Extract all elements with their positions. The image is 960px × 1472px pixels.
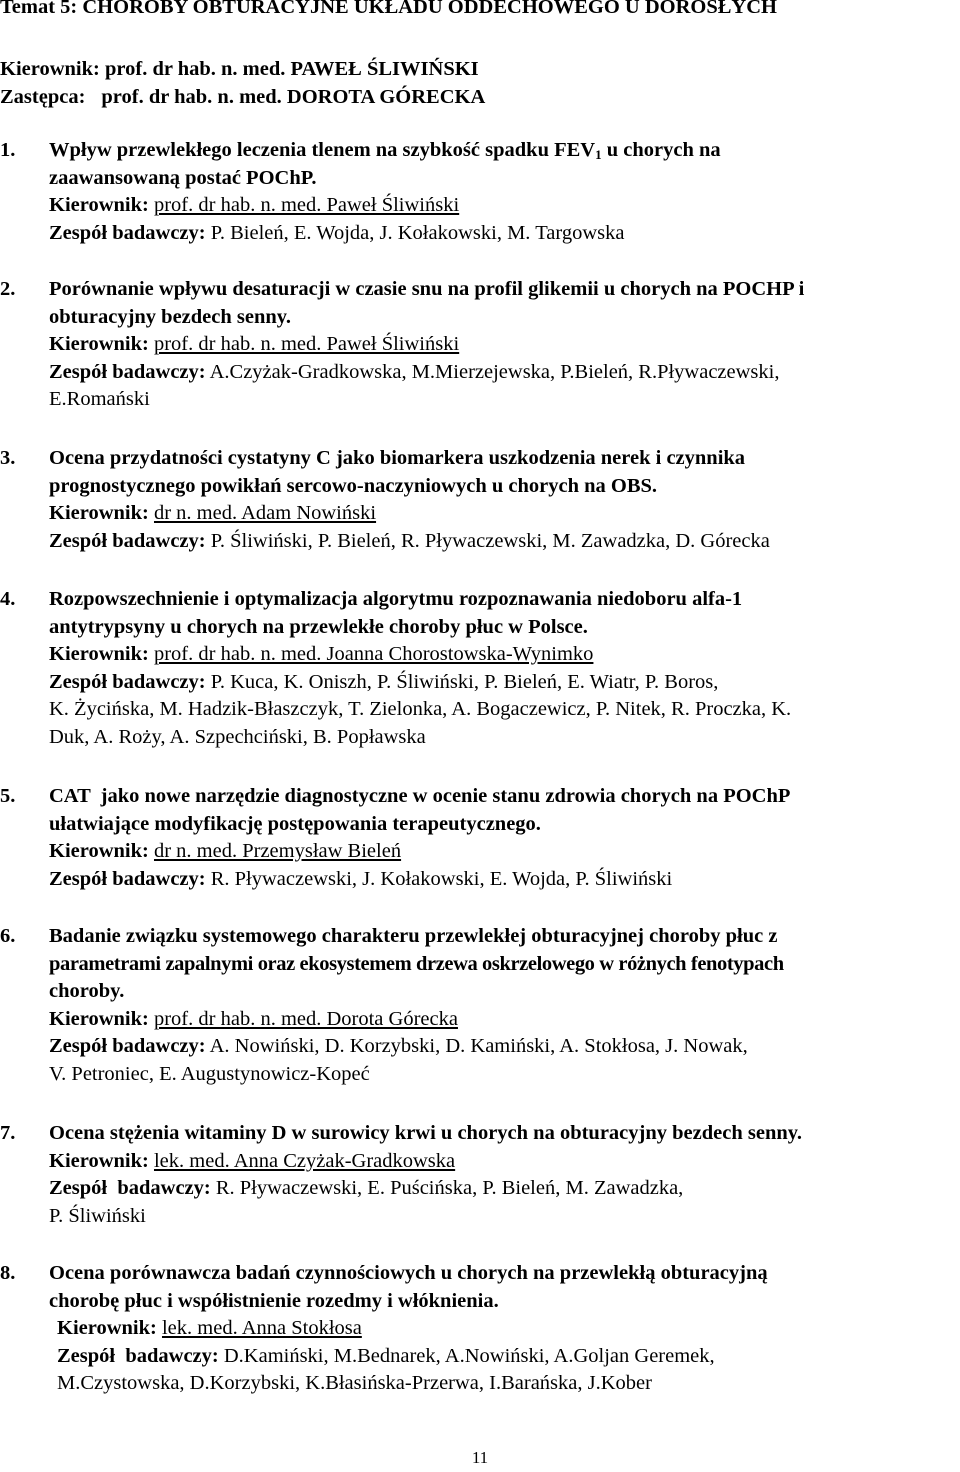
project-title-cont: parametrami zapalnymi oraz ekosystemem drzewa oskrzelowego w różnych fenotypach xyxy=(49,952,784,975)
project-number: 6. xyxy=(0,925,16,947)
project-team: Zespół badawczy: P. Kuca, K. Oniszh, P. Śliwiński, P. Bieleń, E. Wiatr, P. Boros, xyxy=(49,670,719,693)
topic-deputy-label: Zastępca: xyxy=(0,86,86,108)
project-team-cont: M.Czystowska, D.Korzybski, K.Błasińska-Przerwa, I.Barańska, J.Kober xyxy=(57,1372,652,1394)
page-number: 11 xyxy=(471,1448,489,1467)
project-team: Zespół badawczy: D.Kamiński, M.Bednarek, A.Nowiński, A.Goljan Geremek, xyxy=(57,1344,715,1367)
project-lead-name: dr n. med. Adam Nowiński xyxy=(153,502,377,524)
topic-deputy-name: prof. dr hab. n. med. DOROTA GÓRECKA xyxy=(101,86,486,108)
project-lead: Kierownik: prof. dr hab. n. med. Paweł Śliwiński xyxy=(49,194,460,216)
project-item-8 xyxy=(0,1260,960,1398)
project-number: 5. xyxy=(0,785,16,807)
project-team-cont: K. Życińska, M. Hadzik-Błaszczyk, T. Zielonka, A. Bogaczewicz, P. Nitek, R. Proczka, K. xyxy=(49,698,792,720)
project-team: Zespół badawczy: A. Nowiński, D. Korzybski, D. Kamiński, A. Stokłosa, J. Nowak, xyxy=(49,1035,748,1057)
project-lead-name: lek. med. Anna Czyżak-Gradkowska xyxy=(153,1149,456,1172)
project-title-cont: antytrypsyny u chorych na przewlekłe choroby płuc w Polsce. xyxy=(49,615,588,638)
project-lead: Kierownik: dr n. med. Przemysław Bieleń xyxy=(49,840,402,862)
project-lead-name: lek. med. Anna Stokłosa xyxy=(161,1317,362,1339)
project-item-3 xyxy=(0,445,960,555)
project-title: Badanie związku systemowego charakteru przewlekłej obturacyjnej choroby płuc z xyxy=(49,925,778,947)
topic-head-name: prof. dr hab. n. med. PAWEŁ ŚLIWIŃSKI xyxy=(104,58,479,80)
project-item-2 xyxy=(0,276,960,414)
project-title: CAT jako nowe narzędzie diagnostyczne w ocenie stanu zdrowia chorych na POChP xyxy=(49,785,791,807)
project-lead: Kierownik: lek. med. Anna Stokłosa xyxy=(57,1317,362,1339)
project-title-cont: prognostycznego powikłań sercowo-naczyniowych u chorych na OBS. xyxy=(49,474,658,497)
project-item-6 xyxy=(0,923,960,1088)
project-item-1 xyxy=(0,137,960,247)
project-lead: Kierownik: prof. dr hab. n. med. Paweł Śliwiński xyxy=(49,333,460,355)
project-item-4 xyxy=(0,586,960,751)
project-lead-name: prof. dr hab. n. med. Paweł Śliwiński xyxy=(153,333,460,355)
project-item-5 xyxy=(0,783,960,893)
project-title-cont: obturacyjny bezdech senny. xyxy=(49,305,292,328)
project-number: 3. xyxy=(0,447,16,469)
project-team: Zespół badawczy: P. Śliwiński, P. Bieleń, R. Pływaczewski, M. Zawadzka, D. Górecka xyxy=(49,529,770,552)
project-number: 1. xyxy=(0,139,16,161)
project-title: Ocena przydatności cystatyny C jako biomarkera uszkodzenia nerek i czynnika xyxy=(49,447,746,469)
project-number: 4. xyxy=(0,588,16,610)
project-title-cont: choroby. xyxy=(49,980,125,1002)
project-title: Ocena porównawcza badań czynnościowych u chorych na przewlekłą obturacyjną xyxy=(49,1262,768,1284)
project-title: Rozpowszechnienie i optymalizacja algorytmu rozpoznawania niedoboru alfa-1 xyxy=(49,588,743,610)
project-team-cont: V. Petroniec, E. Augustynowicz-Kopeć xyxy=(49,1062,370,1085)
project-number: 8. xyxy=(0,1262,16,1284)
project-lead: Kierownik: dr n. med. Adam Nowiński xyxy=(49,502,377,524)
project-team-cont: P. Śliwiński xyxy=(49,1204,146,1227)
project-team: Zespół badawczy: A.Czyżak-Gradkowska, M.Mierzejewska, P.Bieleń, R.Pływaczewski, xyxy=(49,360,780,383)
project-team-cont: E.Romański xyxy=(49,388,150,410)
topic-title: Temat 5: CHOROBY OBTURACYJNE UKŁADU ODDECHOWEGO U DOROSŁYCH xyxy=(0,0,777,18)
project-lead: Kierownik: prof. dr hab. n. med. Dorota Górecka xyxy=(49,1007,458,1030)
project-lead-name: prof. dr hab. n. med. Joanna Chorostowska-Wynimko xyxy=(153,643,594,665)
project-lead: Kierownik: prof. dr hab. n. med. Joanna Chorostowska-Wynimko xyxy=(49,643,594,665)
topic-head-label: Kierownik: xyxy=(0,58,100,80)
topic-head xyxy=(0,56,479,84)
project-team: Zespół badawczy: R. Pływaczewski, E. Puścińska, P. Bieleń, M. Zawadzka, xyxy=(49,1177,684,1199)
project-lead: Kierownik: lek. med. Anna Czyżak-Gradkowska xyxy=(49,1149,456,1172)
project-team: Zespół badawczy: R. Pływaczewski, J. Kołakowski, E. Wojda, P. Śliwiński xyxy=(49,867,673,890)
project-lead-name: dr n. med. Przemysław Bieleń xyxy=(153,840,402,862)
topic-deputy xyxy=(0,84,485,112)
project-title: Ocena stężenia witaminy D w surowicy krwi u chorych na obturacyjny bezdech senny. xyxy=(49,1122,802,1144)
project-team-cont: Duk, A. Roży, A. Szpechciński, B. Popławska xyxy=(49,725,426,748)
project-item-7 xyxy=(0,1120,960,1230)
project-lead-name: prof. dr hab. n. med. Dorota Górecka xyxy=(153,1007,458,1030)
project-team: Zespół badawczy: P. Bieleń, E. Wojda, J. Kołakowski, M. Targowska xyxy=(49,221,625,244)
project-number: 7. xyxy=(0,1122,16,1144)
project-title-cont: zaawansowaną postać POChP. xyxy=(49,166,317,189)
project-number: 2. xyxy=(0,278,16,300)
project-title-cont: chorobę płuc i współistnienie rozedmy i włóknienia. xyxy=(49,1289,499,1312)
project-title: Porównanie wpływu desaturacji w czasie snu na profil glikemii u chorych na POCHP i xyxy=(49,278,805,300)
project-title: Wpływ przewlekłego leczenia tlenem na szybkość spadku $FEV_1$ u chorych na xyxy=(49,139,721,162)
project-lead-name: prof. dr hab. n. med. Paweł Śliwiński xyxy=(153,194,460,216)
project-title-cont: ułatwiające modyfikację postępowania terapeutycznego. xyxy=(49,812,541,835)
